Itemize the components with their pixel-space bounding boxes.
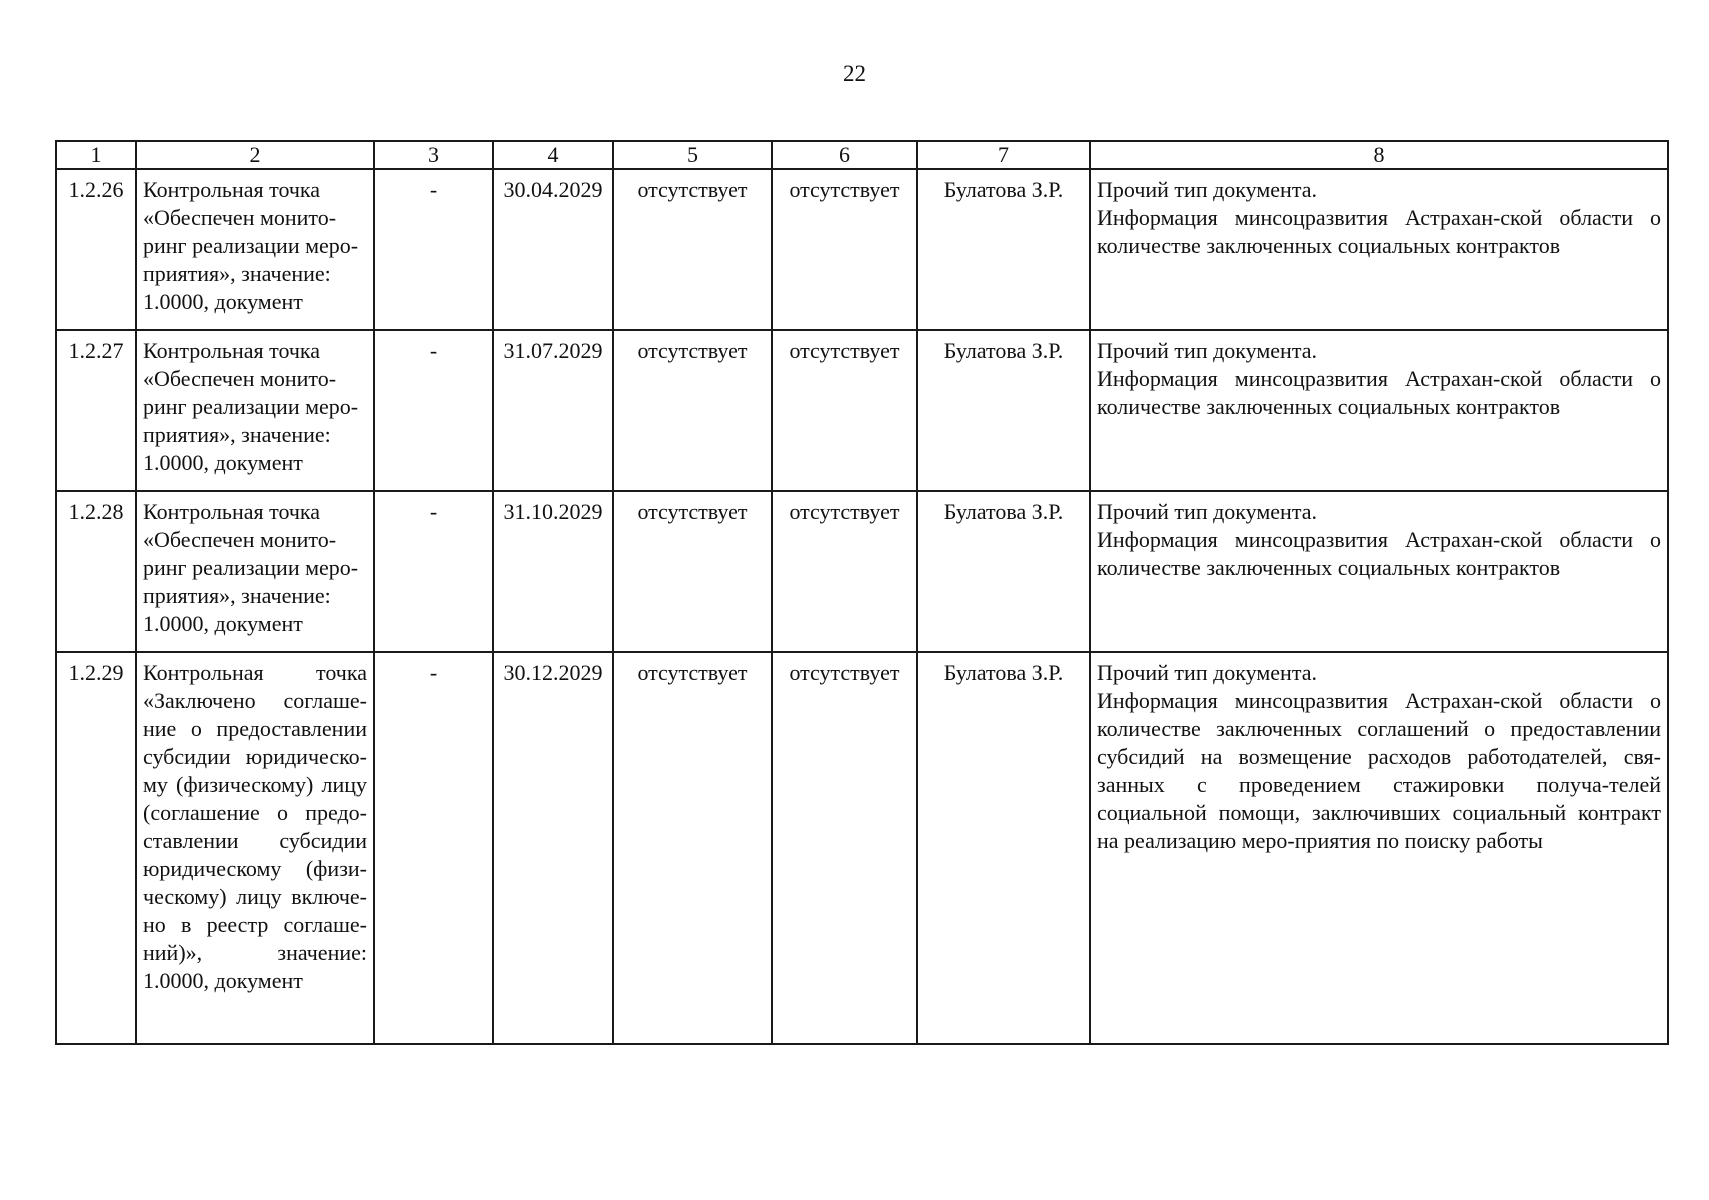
row-document: [1090, 330, 1668, 491]
row-col5: отсутствует: [613, 330, 772, 491]
table-row: [56, 652, 1668, 1044]
row-document: [1090, 491, 1668, 652]
row-doc-type: Прочий тип документа.: [1097, 338, 1317, 363]
row-col5: отсутствует: [613, 169, 772, 330]
row-document: [1090, 169, 1668, 330]
row-description: Контрольная точка «Обеспечен монито-ринг реализации меро-приятия», значение: 1.0000, документ: [136, 169, 374, 330]
row-col6: отсутствует: [772, 491, 917, 652]
row-col5: отсутствует: [613, 652, 772, 1044]
column-header: 6: [772, 141, 917, 169]
row-col3: -: [374, 169, 493, 330]
row-description: Контрольная точка «Обеспечен монито-ринг реализации меро-приятия», значение: 1.0000, документ: [136, 330, 374, 491]
column-header: 4: [493, 141, 613, 169]
row-responsible: Булатова З.Р.: [917, 330, 1090, 491]
table-row: [56, 491, 1668, 652]
row-col6: отсутствует: [772, 652, 917, 1044]
row-date: 31.10.2029: [493, 491, 613, 652]
row-doc-info: Информация минсоцразвития Астрахан-ской области о количестве заключенных социальных контрактов: [1097, 205, 1661, 258]
row-number: 1.2.29: [56, 652, 136, 1044]
row-col6: отсутствует: [772, 330, 917, 491]
row-col3: -: [374, 491, 493, 652]
row-doc-info: Информация минсоцразвития Астрахан-ской области о количестве заключенных соглашений о предоставлении субсидий на возмещение расходов работодателей, свя-занных с проведением стажировки получа-телей социальной помощи, заключивших социальный контракт на реализацию меро-приятия по поиску работы: [1097, 688, 1661, 853]
row-description: Контрольная точка «Обеспечен монито-ринг реализации меро-приятия», значение: 1.0000, документ: [136, 491, 374, 652]
row-description: Контрольная точка «Заключено соглаше-ние о предоставлении субсидии юридическо-му (физическому) лицу (соглашение о предо-ставлении субсидии юридическому (физи-ческому) лицу включе-но в реестр соглаше-ний)», значение: 1.0000, документ: [136, 652, 374, 1044]
measures-table: [55, 140, 1669, 1045]
row-col3: -: [374, 652, 493, 1044]
row-responsible: Булатова З.Р.: [917, 652, 1090, 1044]
column-header: 8: [1090, 141, 1668, 169]
table-header-row: [56, 141, 1668, 169]
row-doc-type: Прочий тип документа.: [1097, 499, 1317, 524]
table-row: [56, 330, 1668, 491]
row-col5: отсутствует: [613, 491, 772, 652]
table-row: [56, 169, 1668, 330]
page-number: 22: [843, 61, 866, 86]
row-number: 1.2.26: [56, 169, 136, 330]
row-col6: отсутствует: [772, 169, 917, 330]
row-date: 31.07.2029: [493, 330, 613, 491]
row-doc-type: Прочий тип документа.: [1097, 177, 1317, 202]
row-document: [1090, 652, 1668, 1044]
row-date: 30.12.2029: [493, 652, 613, 1044]
row-number: 1.2.28: [56, 491, 136, 652]
column-header: 3: [374, 141, 493, 169]
column-header: 2: [136, 141, 374, 169]
row-date: 30.04.2029: [493, 169, 613, 330]
column-header: 7: [917, 141, 1090, 169]
row-responsible: Булатова З.Р.: [917, 169, 1090, 330]
row-doc-info: Информация минсоцразвития Астрахан-ской области о количестве заключенных социальных контрактов: [1097, 527, 1661, 580]
row-doc-info: Информация минсоцразвития Астрахан-ской области о количестве заключенных социальных контрактов: [1097, 366, 1661, 419]
row-number: 1.2.27: [56, 330, 136, 491]
column-header: 5: [613, 141, 772, 169]
row-doc-type: Прочий тип документа.: [1097, 660, 1317, 685]
row-responsible: Булатова З.Р.: [917, 491, 1090, 652]
column-header: 1: [56, 141, 136, 169]
row-col3: -: [374, 330, 493, 491]
